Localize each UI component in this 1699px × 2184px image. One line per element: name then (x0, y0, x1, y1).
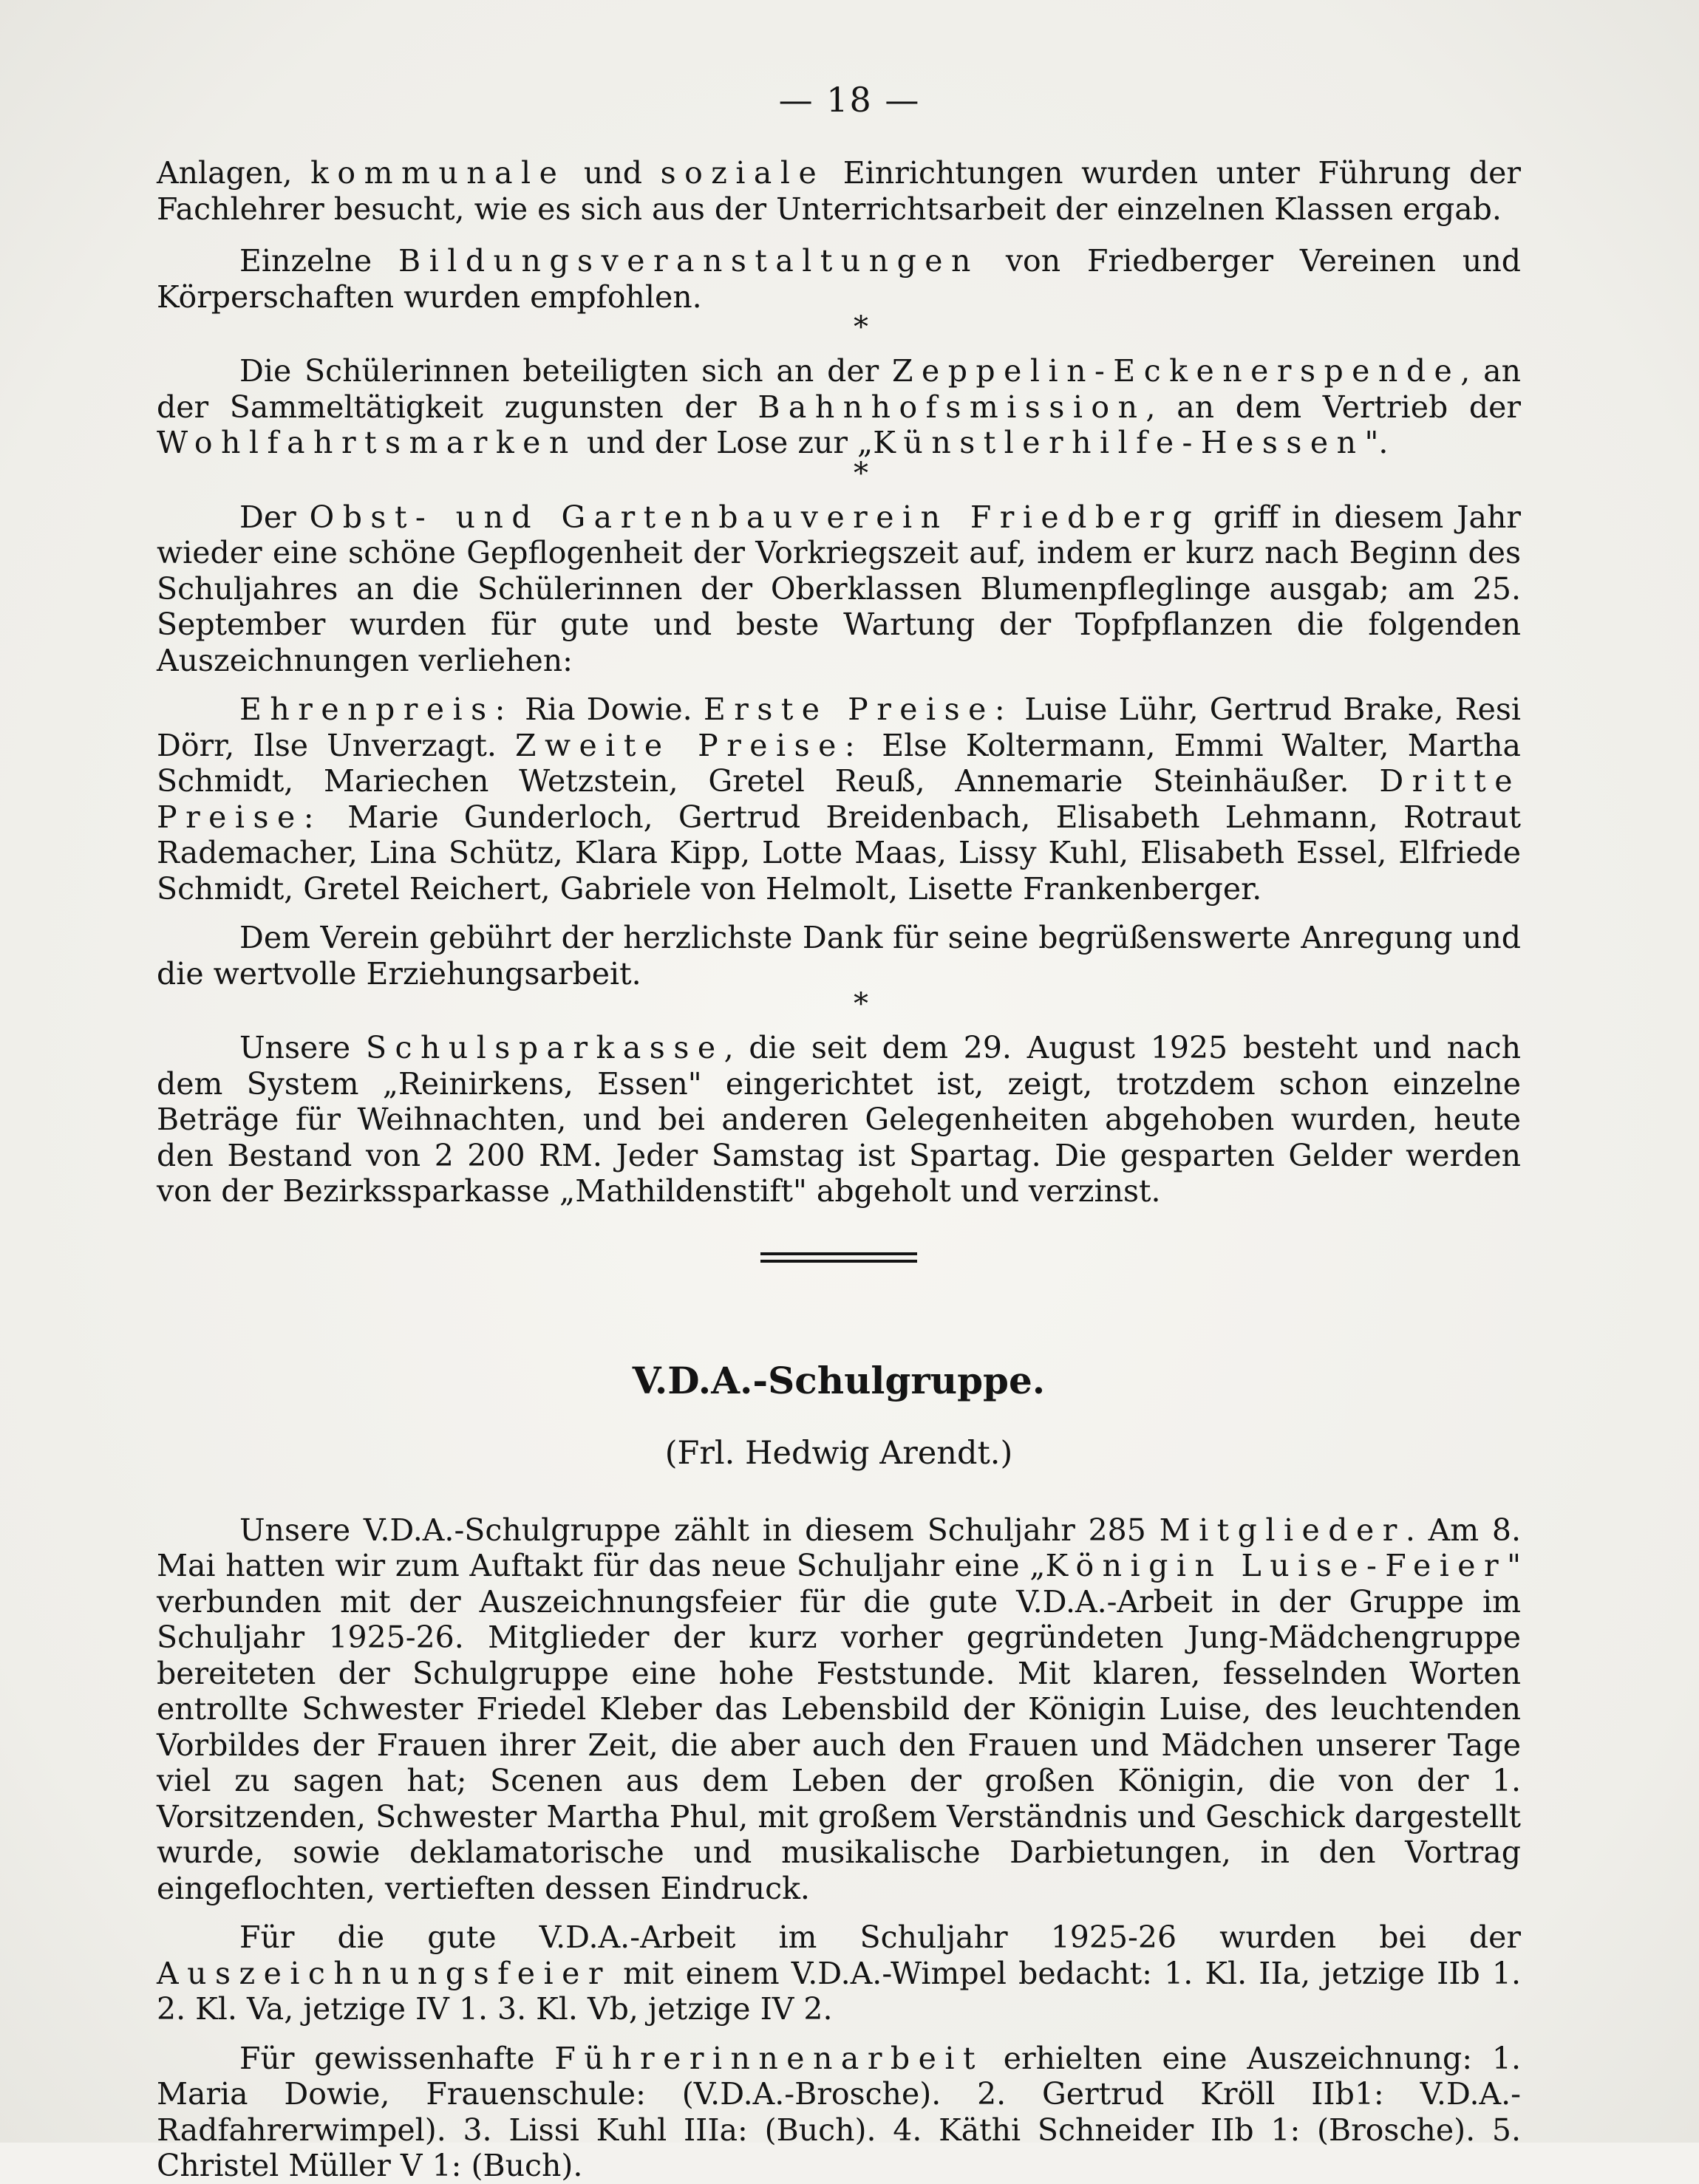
spaced-term: Obst- und Gartenbauverein Friedberg (309, 499, 1201, 535)
paragraph-vda-group: Unsere V.D.A.-Schulgruppe zählt in diesem Schuljahr 285 Mitglieder. Am 8. Mai hatten wir zum Auftakt für das neue Schuljahr eine „Königin Luise-Feier" verbunden mit der Auszeichnungsfeier für die gute V.D.A.-Arbeit in der Gruppe im Schuljahr 1925-26. Mitglieder der kurz vorher gegründeten Jung-Mädchengruppe bereiteten der Schulgruppe eine hohe Feststunde. Mit klaren, fesselnden Worten entrollte Schwester Friedel Kleber das Lebensbild der Königin Luise, des leuchtenden Vorbildes der Frauen ihrer Zeit, die aber auch den Frauen und Mädchen unserer Tage viel zu sagen hat; Scenen aus dem Leben der großen Königin, die von der 1. Vorsitzenden, Schwester Martha Phul, mit großem Verständnis und Geschick dargestellt wurde, sowie deklamatorische und musikalische Darbietungen, in den Vortrag eingeflochten, vertieften dessen Eindruck. (157, 1512, 1521, 1906)
spaced-term: Schulsparkasse (365, 1030, 724, 1065)
spaced-term: Führerinnenarbeit (554, 2040, 984, 2076)
paragraph-savings-bank: Unsere Schulsparkasse, die seit dem 29. August 1925 besteht und nach dem System „Reinirkens, Essen" eingerichtet ist, zeigt, trotzdem schon einzelne Beträge für Weihnachten, und bei anderen Gelegenheiten abgehoben wurden, heute den Bestand von 2 200 RM. Jeder Samstag ist Spartag. Die gesparten Gelder werden von der Bezirkssparkasse „Mathildenstift" abgeholt und verzinst. (157, 1030, 1521, 1209)
spaced-term: Bahnhofsmission (757, 389, 1146, 425)
paragraph-education-events: Einzelne Bildungsveranstaltungen von Friedberger Vereinen und Körperschaften wurden empfohlen. (157, 243, 1521, 315)
spaced-term: soziale (660, 155, 825, 191)
section-subtitle: (Frl. Hedwig Arendt.) (664, 1434, 1013, 1472)
star-separator: * (854, 310, 868, 344)
star-separator: * (854, 987, 868, 1021)
spaced-term: Erste Preise: (703, 692, 1014, 727)
paragraph-garden-club: Der Obst- und Gartenbauverein Friedberg griff in diesem Jahr wieder eine schöne Gepflogenheit der Vorkriegszeit auf, indem er kurz nach Beginn des Schuljahres an die Schülerinnen der Oberklassen Blumenpfleglinge ausgab; am 25. September wurden für gute und beste Wartung der Topfpflanzen die folgenden Auszeichnungen verliehen: (157, 499, 1521, 678)
paragraph-excursions: Anlagen, kommunale und soziale Einrichtungen wurden unter Führung der Fachlehrer besucht, wie es sich aus der Unterrichtsarbeit der einzelnen Klassen ergab. (157, 155, 1522, 227)
spaced-term: Zweite Preise: (514, 727, 864, 763)
spaced-term: Künstlerhilfe-Hessen (873, 425, 1365, 460)
spaced-term: Mitglieder (1159, 1512, 1406, 1548)
spaced-term: Königin Luise-Feier (1045, 1548, 1508, 1583)
spaced-term: Ehrenpreis: (239, 692, 514, 727)
double-rule-divider (760, 1252, 917, 1263)
paragraph-vda-awards: Für die gute V.D.A.-Arbeit im Schuljahr 1925-26 wurden bei der Auszeichnungsfeier mit einem V.D.A.-Wimpel bedacht: 1. Kl. IIa, jetzige IIb 1. 2. Kl. Va, jetzige IV 1. 3. Kl. Vb, jetzige IV 2. (157, 1919, 1521, 2027)
paragraph-prizes: Ehrenpreis: Ria Dowie. Erste Preise: Luise Lühr, Gertrud Brake, Resi Dörr, Ilse Unverzagt. Zweite Preise: Else Koltermann, Emmi Walter, Martha Schmidt, Mariechen Wetzstein, Gretel Reuß, Annemarie Steinhäußer. Dritte Preise: Marie Gunderloch, Gertrud Breidenbach, Elisabeth Lehmann, Rotraut Rademacher, Lina Schütz, Klara Kipp, Lotte Maas, Lissy Kuhl, Elisabeth Essel, Elfriede Schmidt, Gretel Reichert, Gabriele von Helmolt, Lisette Frankenberger. (157, 692, 1521, 907)
spaced-term: Zeppelin-Eckenerspende (892, 353, 1461, 389)
star-separator: * (854, 456, 868, 491)
paragraph-leader-awards: Für gewissenhafte Führerinnenarbeit erhielten eine Auszeichnung: 1. Maria Dowie, Frauenschule: (V.D.A.-Brosche). 2. Gertrud Kröll IIb1: V.D.A.-Radfahrerwimpel). 3. Lissi Kuhl IIIa: (Buch). 4. Käthi Schneider IIb 1: (Brosche). 5. Christel Müller V 1: (Buch). (157, 2040, 1521, 2183)
spaced-term: Dritte Preise: (157, 763, 1521, 835)
spaced-term: Wohlfahrtsmarken (157, 425, 577, 460)
spaced-term: kommunale (310, 155, 566, 191)
paragraph-donations: Die Schülerinnen beteiligten sich an der Zeppelin-Eckenerspende, an der Sammeltätigkeit zugunsten der Bahnhofsmission, an dem Vertrieb der Wohlfahrtsmarken und der Lose zur „Künstlerhilfe-Hessen". (157, 353, 1521, 460)
spaced-term: Bildungsveranstaltungen (398, 243, 979, 279)
body-text (157, 155, 1521, 2184)
section-title: V.D.A.-Schulgruppe. (632, 1358, 1046, 1402)
spaced-term: Auszeichnungsfeier (157, 1955, 611, 1991)
paragraph-thanks: Dem Verein gebührt der herzlichste Dank für seine begrüßenswerte Anregung und die wertvolle Erziehungsarbeit. (157, 920, 1521, 992)
page-number: — 18 — (778, 80, 921, 120)
